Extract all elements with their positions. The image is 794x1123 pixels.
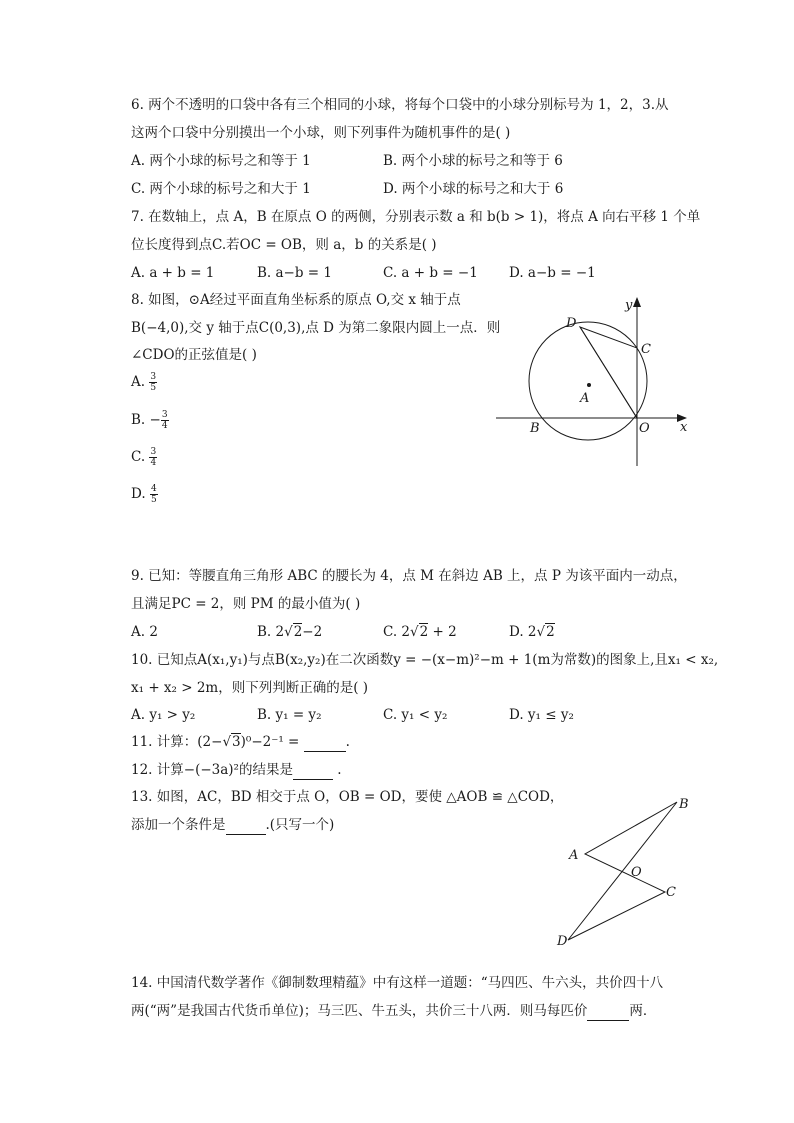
- q9-option-c: [383, 623, 457, 641]
- q9-option-b-radical-sign: √: [284, 624, 293, 640]
- q13-line2-post: .(只写一个): [265, 817, 335, 833]
- label-x: x: [680, 420, 688, 435]
- label-a: A: [580, 391, 590, 406]
- q9-option-d-radicand: 2: [546, 624, 555, 640]
- q6-option-d: D. 两个小球的标号之和大于 6: [383, 181, 564, 197]
- q9-option-d: [509, 623, 555, 641]
- q14-line2-post: 两．: [629, 1003, 657, 1019]
- q8-option-a-num: 3: [150, 372, 157, 382]
- q8-option-d-den: 5: [150, 495, 157, 505]
- q11-radicand: 3: [232, 734, 241, 750]
- q9-option-b: [257, 623, 322, 641]
- q8-option-a-den: 5: [150, 383, 157, 393]
- q12-pre: 12. 计算−(−3a)²的结果是: [131, 762, 293, 778]
- q8-option-d: [131, 484, 158, 505]
- q8-option-c-den: 4: [150, 458, 157, 468]
- q8-circle-figure: [490, 292, 695, 472]
- q8-stem-line1: 8. 如图，⊙A经过平面直角坐标系的原点 O,交 x 轴于点: [131, 292, 461, 308]
- q8-option-c-label: C.: [131, 449, 146, 465]
- q10-option-a: A. y₁ > y₂: [131, 707, 196, 723]
- q8-option-a-label: A.: [131, 374, 146, 390]
- q6-option-a: A. 两个小球的标号之和等于 1: [131, 153, 311, 169]
- q8-option-c: [131, 447, 157, 468]
- q10-stem-line1: 10. 已知点A(x₁,y₁)与点B(x₂,y₂)在二次函数y = −(x−m)²−m + 1(m为常数)的图象上,且x₁ < x₂,: [131, 652, 719, 668]
- q9-option-c-pre: C. 2: [383, 624, 411, 640]
- q11-answer-blank[interactable]: [304, 733, 346, 752]
- q8-stem-line3: ∠CDO的正弦值是( ): [131, 347, 257, 363]
- q14-line2-pre: 两(“两”是我国古代货币单位)；马三匹、牛五头，共价三十八两．则马每匹价: [131, 1003, 588, 1019]
- q9-option-c-radical-sign: √: [410, 624, 419, 640]
- q13-line2-pre: 添加一个条件是: [131, 817, 226, 833]
- q11-end: .: [345, 734, 350, 750]
- q10-option-c: C. y₁ < y₂: [383, 707, 448, 723]
- q9-option-c-radicand: 2: [419, 624, 429, 640]
- q8-option-a-fraction: [149, 372, 157, 393]
- q11-radical-sign: √: [222, 734, 232, 750]
- q12-answer-blank[interactable]: [293, 761, 333, 780]
- q11-stem: [131, 733, 350, 752]
- q7-stem-line2: 位长度得到点C.若OC = OB，则 a，b 的关系是( ): [131, 237, 437, 253]
- q8-option-d-num: 4: [150, 484, 157, 494]
- label-d: D: [557, 934, 568, 949]
- q8-option-c-num: 3: [150, 447, 157, 457]
- label-d: D: [566, 316, 577, 331]
- q8-option-b: [131, 410, 169, 431]
- q14-stem-line1: 14. 中国清代数学著作《御制数理精蕴》中有这样一道题：“马四匹、牛六头，共价四十八: [131, 975, 664, 991]
- label-b: B: [530, 421, 540, 436]
- segments-ac-bd: [568, 802, 677, 940]
- q8-option-d-label: D.: [131, 486, 146, 502]
- q8-option-c-fraction: [149, 447, 157, 468]
- q7-option-a: A. a + b = 1: [131, 265, 215, 281]
- q8-option-b-label: B. −: [131, 412, 161, 428]
- q13-triangles-figure: [555, 790, 705, 952]
- q6-option-c: C. 两个小球的标号之和大于 1: [131, 181, 311, 197]
- q8-stem-line2: B(−4,0),交 y 轴于点C(0,3),点 D 为第二象限内圆上一点．则: [131, 320, 501, 336]
- q10-option-d: D. y₁ ≤ y₂: [509, 707, 574, 723]
- q11-post: )⁰−2⁻¹ =: [240, 734, 304, 750]
- q7-option-c: C. a + b = −1: [383, 265, 478, 281]
- q9-option-b-radicand: 2: [293, 624, 303, 640]
- q8-option-d-fraction: [150, 484, 158, 505]
- q12-end: .: [332, 762, 342, 778]
- q14-answer-blank[interactable]: [587, 1002, 629, 1021]
- q14-stem-line2: [131, 1002, 656, 1021]
- q7-stem-line1: 7. 在数轴上，点 A，B 在原点 O 的两侧，分别表示数 a 和 b(b > 1)，将点 A 向右平移 1 个单: [131, 209, 701, 225]
- q7-option-b: B. a−b = 1: [257, 265, 332, 281]
- q9-option-c-post: + 2: [428, 624, 457, 640]
- q6-option-b: B. 两个小球的标号之和等于 6: [383, 153, 563, 169]
- q13-stem-line1: 13. 如图，AC，BD 相交于点 O，OB = OD，要使 △AOB ≌ △COD，: [131, 789, 564, 805]
- q8-option-b-fraction: [161, 410, 169, 431]
- q7-option-d: D. a−b = −1: [509, 265, 596, 281]
- q11-pre: 11. 计算：(2−: [131, 734, 223, 750]
- label-a: A: [569, 848, 579, 863]
- q6-stem-line1: 6. 两个不透明的口袋中各有三个相同的小球，将每个口袋中的小球分别标号为 1，2，3.从: [131, 97, 669, 113]
- q8-option-b-num: 3: [161, 410, 168, 420]
- q8-option-b-den: 4: [161, 421, 168, 431]
- label-b: B: [679, 797, 689, 812]
- q6-stem-line2: 这两个口袋中分别摸出一个小球，则下列事件为随机事件的是( ): [131, 125, 511, 141]
- q10-option-b: B. y₁ = y₂: [257, 707, 322, 723]
- label-o: O: [631, 865, 642, 880]
- q9-option-d-radical-sign: √: [536, 624, 546, 640]
- q9-option-a: A. 2: [131, 624, 158, 640]
- q12-stem: [131, 761, 342, 780]
- q9-stem-line1: 9. 已知：等腰直角三角形 ABC 的腰长为 4，点 M 在斜边 AB 上，点 P 为该平面内一动点，: [131, 568, 687, 584]
- q8-option-a: [131, 372, 157, 393]
- label-c: C: [641, 342, 651, 357]
- q13-stem-line2: [131, 816, 334, 835]
- q9-stem-line2: 且满足PC = 2，则 PM 的最小值为( ): [131, 596, 361, 612]
- label-o: O: [639, 421, 650, 436]
- center-point-a: [587, 383, 591, 387]
- q9-option-b-pre: B. 2: [257, 624, 285, 640]
- q9-option-b-post: −2: [302, 624, 323, 640]
- label-c: C: [666, 885, 676, 900]
- q10-stem-line2: x₁ + x₂ > 2m，则下列判断正确的是( ): [131, 680, 369, 696]
- q9-option-d-pre: D. 2: [509, 624, 537, 640]
- q13-answer-blank[interactable]: [226, 816, 266, 835]
- label-y: y: [625, 298, 633, 313]
